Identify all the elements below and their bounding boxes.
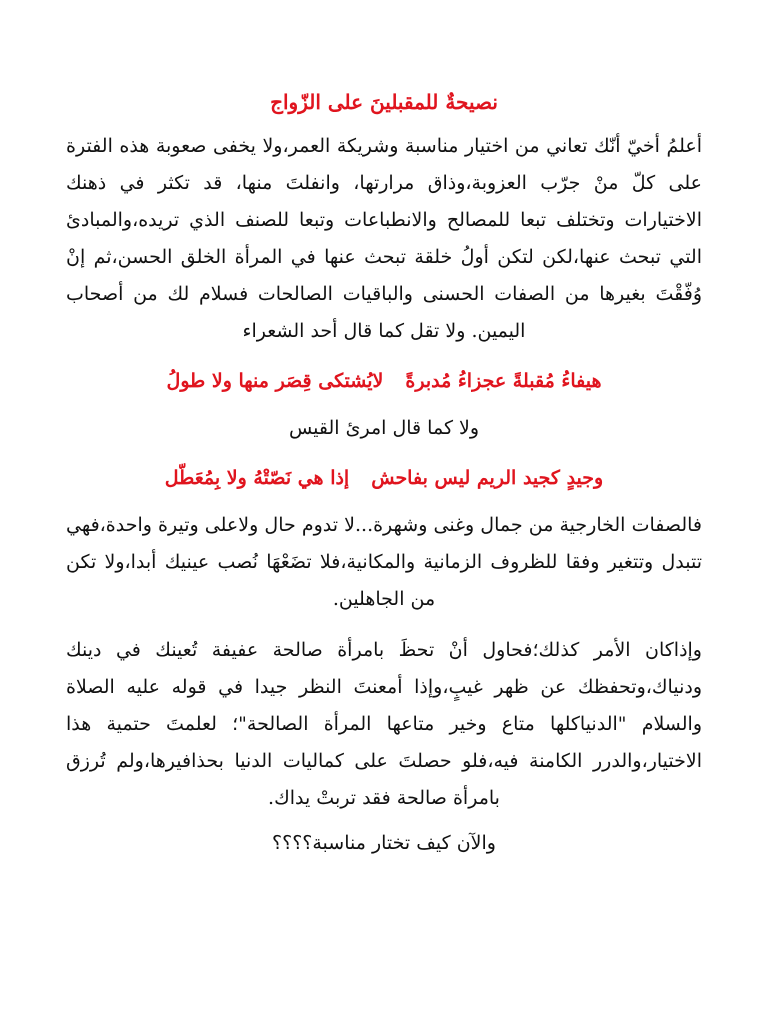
paragraph-imru-al-qais: ولا كما قال امرئ القيس [288, 417, 480, 439]
paragraph-closing-question: والآن كيف تختار مناسبة؟؟؟؟ [272, 832, 496, 854]
poem-verse-2 [66, 461, 702, 495]
poem-verse-2-second-hemistich: إذا هي نَصّتْهُ ولا بِمُعَطّل [164, 467, 350, 489]
paragraph-external-traits: فالصفات الخارجية من جمال وغنى وشهرة...لا تدوم حال ولاعلى وتيرة واحدة،فهي تتبدل وتتغير وفقا للظروف الزمانية والمكانية،فلا تضَعْهَا نُصب عينيك أبدا،ولا تكن من الجاهلين. [66, 514, 702, 610]
paragraph-intro: أعلمُ أخيّ أنّك تعاني من اختيار مناسبة وشريكة العمر،ولا يخفى صعوبة هذه الفترة على كلّ منْ جرّب العزوبة،وذاق مرارتها، وانفلتَ منها، قد تكثر في ذهنك الاختيارات وتختلف تبعا للمصالح والانطباعات وتبعا للصنف الذي تريده،والمبادئ التي تبحث عنها،لكن لتكن أولُ خلقة تبحث عنها في المرأة الخلق الحسن،ثم إنْ وُفّقْتَ بغيرها من الصفات الحسنى والباقيات الصالحات فسلام لك من أصحاب اليمين. ولا تقل كما قال أحد الشعراء [66, 135, 702, 342]
paragraph-righteous-wife: وإذاكان الأمر كذلك؛فحاول أنْ تحظَ بامرأة صالحة عفيفة تُعينك في دينك ودنياك،وتحفظك عن ظهر غيبٍ،وإذا أمعنتَ النظر جيدا في قوله عليه الصلاة والسلام "الدنياكلها متاع وخير متاعها المرأة الصالحة"؛ لعلمتَ حتمية هذا الاختيار،والدرر الكامنة فيه،فلو حصلتَ على كماليات الدنيا بحذافيرها،ولم تُرزق بامرأة صالحة فقد تربتْ يداك. [66, 639, 702, 809]
poem-verse-1-second-hemistich: لايُشتكى قِصَر منها ولا طولُ [166, 370, 384, 392]
poem-verse-1-first-hemistich: هيفاءُ مُقبلةً عجزاءُ مُدبرةً [405, 370, 602, 392]
poem-verse-2-first-hemistich: وجيدٍ كجيد الريم ليس بفاحش [371, 467, 604, 489]
poem-verse-1 [66, 364, 702, 398]
document-title: نصيحةٌ للمقبلينَ على الزّواج [270, 90, 498, 114]
